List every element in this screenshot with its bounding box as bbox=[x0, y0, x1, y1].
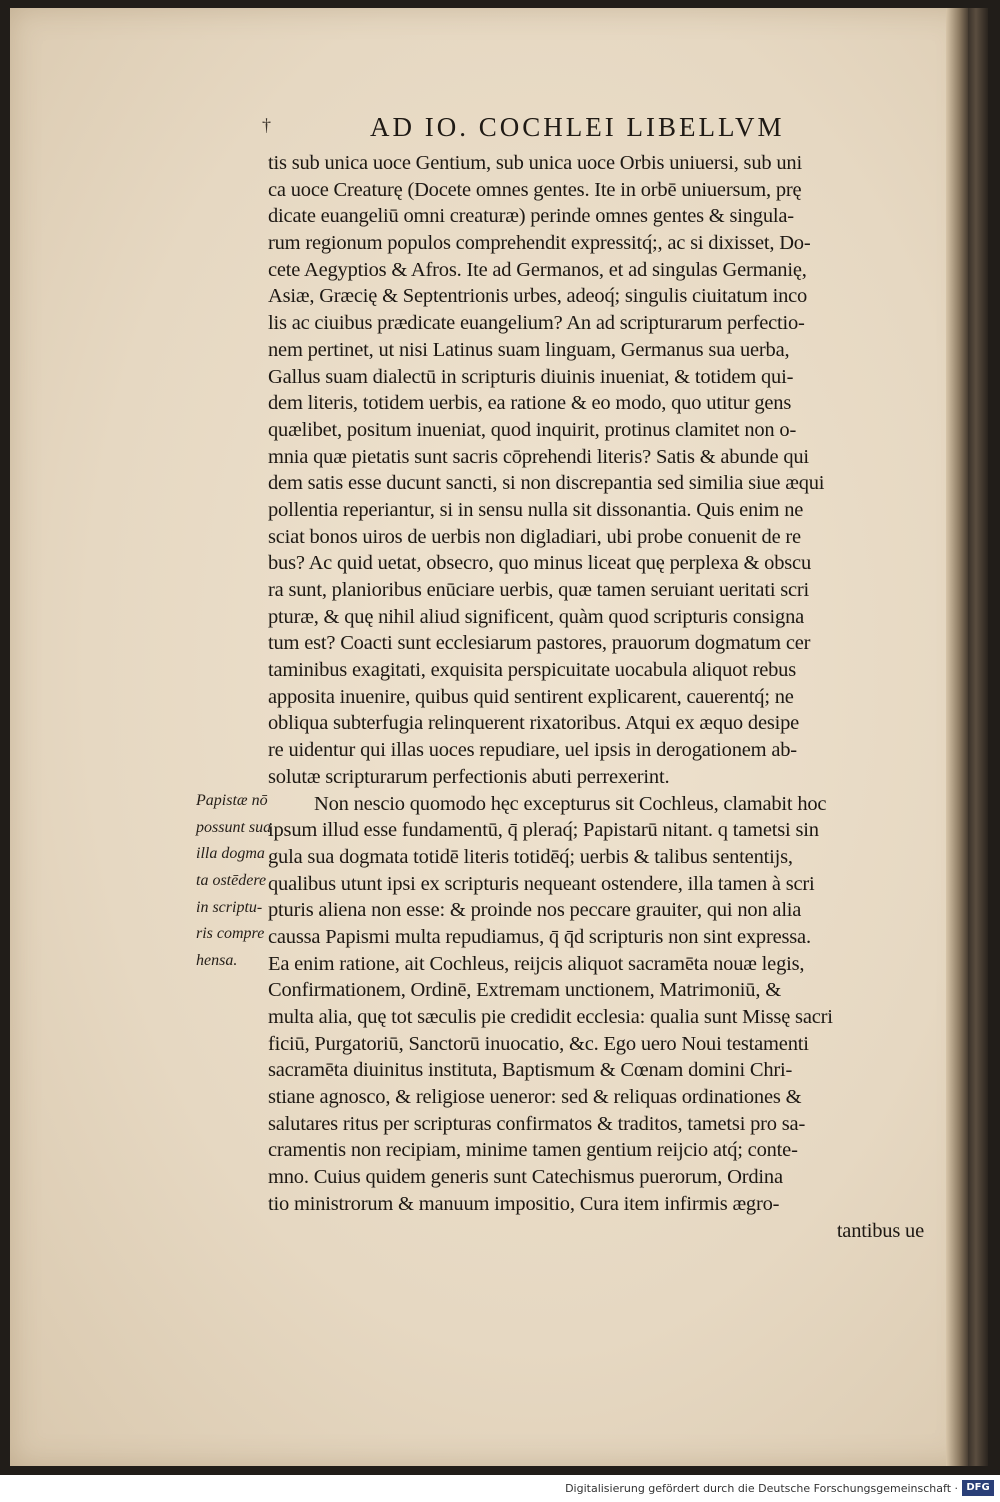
running-head: AD IO. COCHLEI LIBELLVM bbox=[370, 112, 785, 142]
text-line: ipsum illud esse fundamentū, q̄ pleraq́; Papistarū nitant. q tametsi sin bbox=[268, 819, 819, 842]
text-line: lis ac ciuibus prædicate euangelium? An ad scripturarum perfectio- bbox=[268, 312, 805, 335]
text-line: cete Aegyptios & Afros. Ite ad Germanos, et ad singulas Germanię, bbox=[268, 258, 807, 281]
text-line: Ea enim ratione, ait Cochleus, reijcis aliquot sacramēta nouæ legis, bbox=[268, 952, 805, 975]
margin-note bbox=[196, 788, 292, 975]
text-line: solutæ scripturarum perfectionis abuti perrexerint. bbox=[268, 765, 670, 788]
binding-edge bbox=[968, 8, 988, 1466]
margin-note-line: hensa. bbox=[196, 952, 238, 970]
text-line: cramentis non recipiam, minime tamen gentium reijcio atq́; conte- bbox=[268, 1139, 798, 1162]
text-line: multa alia, quę tot sæculis pie credidit ecclesia: qualia sunt Missę sacri bbox=[268, 1006, 833, 1028]
text-line: dicate euangeliū omni creaturæ) perinde omnes gentes & singula- bbox=[268, 205, 794, 228]
text-line: ca uoce Creaturę (Docete omnes gentes. Ite in orbē uniuersum, prę bbox=[268, 178, 802, 201]
folio-mark: † bbox=[262, 115, 271, 135]
margin-note-line: illa dogma bbox=[196, 845, 265, 863]
text-line: quælibet, positum inueniat, quod inquirit, protinus clamitet non o- bbox=[268, 418, 797, 441]
text-line: stiane agnosco, & religiose ueneror: sed & reliquas ordinationes & bbox=[268, 1086, 802, 1109]
text-line: sciat bonos uiros de uerbis non digladiari, ubi probe conuenit de re bbox=[268, 525, 801, 548]
text-line: taminibus exagitati, exquisita perspicuitate uocabula aliquot rebus bbox=[268, 659, 796, 682]
text-line: apposita inuenire, quibus quid sentirent explicarent, cauerentq́; ne bbox=[268, 685, 794, 708]
text-line: dem satis esse ducunt sancti, si non discrepantia sed similia siue æqui bbox=[268, 472, 825, 495]
margin-note-line: ris compre bbox=[196, 925, 265, 943]
text-line: tum est? Coacti sunt ecclesiarum pastores, prauorum dogmatum cer bbox=[268, 632, 811, 655]
text-line: tio ministrorum & manuum impositio, Cura item infirmis ægro- bbox=[268, 1192, 780, 1215]
text-line: tis sub unica uoce Gentium, sub unica uoce Orbis uniuersi, sub uni bbox=[268, 152, 802, 174]
text-line: pturæ, & quę nihil aliud significent, quàm quod scripturis consigna bbox=[268, 605, 805, 628]
text-line: re uidentur qui illas uoces repudiare, uel ipsis in derogationem ab- bbox=[268, 739, 797, 762]
margin-note-line: Papistæ nō bbox=[196, 792, 268, 809]
footer-bar bbox=[0, 1475, 1000, 1502]
text-line: tantibus ue bbox=[836, 1219, 924, 1242]
dfg-logo: DFG bbox=[962, 1480, 994, 1496]
text-line: mno. Cuius quidem generis sunt Catechismus puerorum, Ordina bbox=[268, 1166, 783, 1189]
text-line: Asiæ, Græcię & Septentrionis urbes, adeoq́; singulis ciuitatum inco bbox=[268, 285, 808, 308]
text-line: obliqua subterfugia relinquerent rixatoribus. Atqui ex æquo desipe bbox=[268, 712, 800, 735]
funding-credit: Digitalisierung gefördert durch die Deutsche Forschungsgemeinschaft · bbox=[565, 1482, 958, 1495]
text-line: sacramēta diuinitus instituta, Baptismum & Cœnam domini Chri- bbox=[268, 1059, 793, 1082]
text-line: caussa Papismi multa repudiamus, q̄ q̄d scripturis non sint expressa. bbox=[268, 925, 811, 948]
margin-note-line: ta ostēdere bbox=[196, 872, 267, 890]
text-line: pollentia reperiantur, si in sensu nulla sit dissonantia. Quis enim ne bbox=[268, 498, 804, 521]
text-line: rum regionum populos comprehendit expressitq́;, ac si dixisset, Do- bbox=[268, 232, 811, 255]
text-line: Gallus suam dialectū in scripturis diuinis inueniat, & totidem qui- bbox=[268, 365, 794, 388]
margin-note-line: in scriptu- bbox=[196, 898, 263, 916]
text-line: Non nescio quomodo hęc excepturus sit Cochleus, clamabit hoc bbox=[314, 792, 827, 815]
text-line: ra sunt, planioribus enūciare uerbis, quæ tamen seruiant ueritati scri bbox=[268, 579, 810, 601]
text-line: salutares ritus per scripturas confirmatos & traditos, tametsi pro sa- bbox=[268, 1112, 806, 1135]
text-line: dem literis, totidem uerbis, ea ratione & eo modo, quo utitur gens bbox=[268, 392, 792, 415]
text-line: ficiū, Purgatoriū, Sanctorū inuocatio, &c. Ego uero Noui testamenti bbox=[268, 1032, 809, 1055]
text-line: bus? Ac quid uetat, obsecro, quo minus liceat quę perplexa & obscu bbox=[268, 552, 812, 575]
text-line: qualibus utunt ipsi ex scripturis nequeant ostendere, illa tamen à scri bbox=[268, 872, 815, 895]
text-line: pturis aliena non esse: & proinde nos peccare grauiter, qui non alia bbox=[268, 899, 802, 922]
page-gutter-shadow bbox=[946, 8, 968, 1466]
margin-note-line: possunt sua bbox=[196, 818, 272, 836]
text-line: gula sua dogmata totidē literis totidēq́; uerbis & talibus sententijs, bbox=[268, 845, 793, 868]
text-line: nem pertinet, ut nisi Latinus suam linguam, Germanus sua uerba, bbox=[268, 338, 790, 361]
body-text bbox=[268, 150, 928, 1244]
text-line: Confirmationem, Ordinē, Extremam unctionem, Matrimoniū, & bbox=[268, 979, 781, 1002]
text-line: mnia quæ pietatis sunt sacris cōprehendi literis? Satis & abunde qui bbox=[268, 445, 809, 468]
